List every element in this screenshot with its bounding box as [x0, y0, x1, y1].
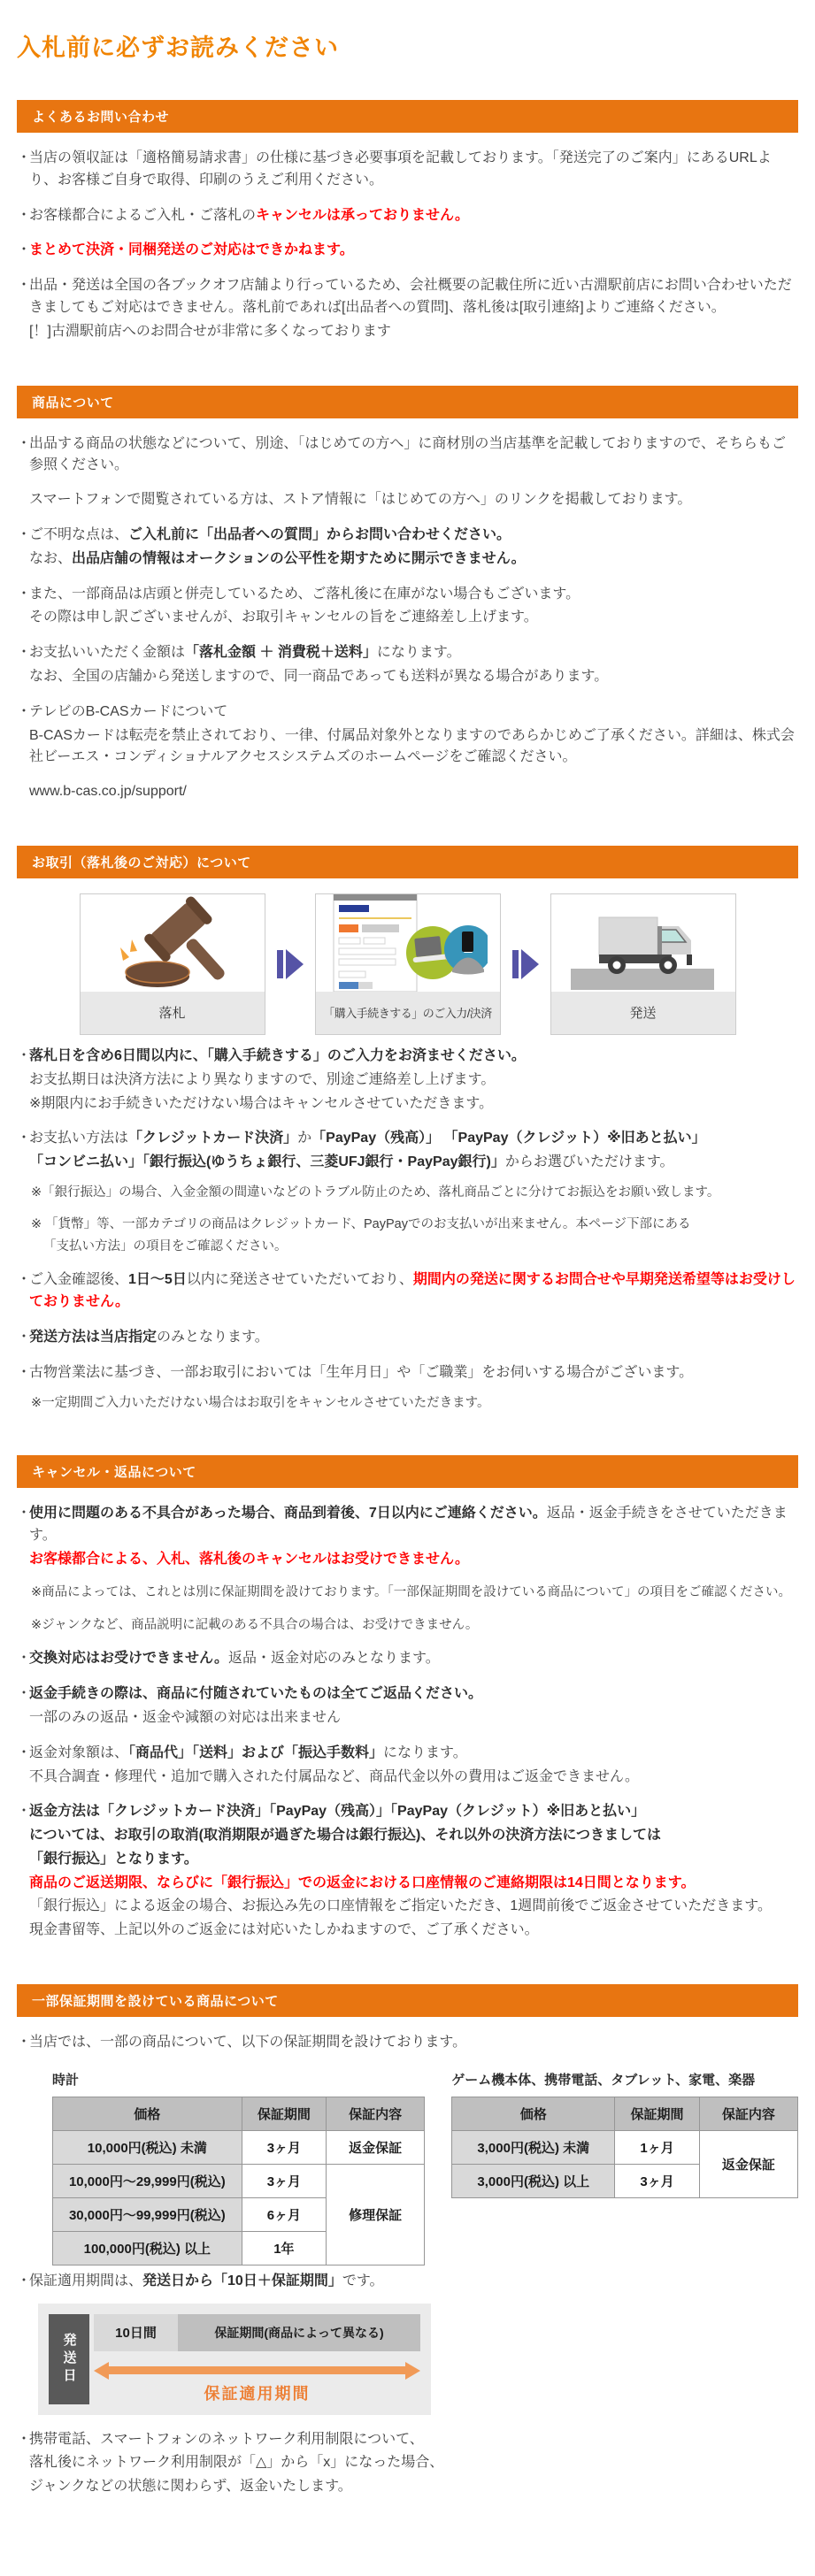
- text-segment: 保証適用期間は、: [29, 2273, 143, 2288]
- text-segment: か: [297, 1131, 312, 1146]
- text-line: [17, 1849, 798, 1871]
- table-header: 保証期間: [615, 2097, 700, 2130]
- ten-days-bar: 10日間: [94, 2314, 178, 2351]
- text-line: [17, 607, 798, 629]
- flow-arrow-icon: [512, 949, 539, 979]
- section-header-items: [17, 386, 798, 418]
- text-line: [17, 1362, 798, 1384]
- table-row: [53, 2164, 425, 2197]
- flow-step-auction: [80, 893, 265, 1035]
- text-segment: です。: [342, 2273, 384, 2288]
- text-line: [17, 1327, 798, 1349]
- section-cancel: [17, 1455, 798, 1942]
- text-segment: 「コンビニ払い」「銀行振込(ゆうちょ銀行、三菱UFJ銀行・PayPay銀行)」: [29, 1154, 505, 1170]
- table-row: [53, 2130, 425, 2164]
- section-body-warranty-mid: [17, 2271, 798, 2293]
- text-segment: また、一部商品は店頭と併売しているため、ご落札後に在庫がない場合もございます。: [29, 586, 580, 602]
- text-segment: 「銀行振込」となります。: [29, 1851, 198, 1867]
- text-segment: になります。: [376, 645, 461, 661]
- table-caption: 時計: [52, 2072, 80, 2088]
- text-segment: 不具合調査・修理代・追加で購入された付属品など、商品代金以外の費用はご返金できません。: [29, 1768, 639, 1784]
- text-line: [17, 1767, 798, 1789]
- text-segment: お支払いいただく金額は: [29, 645, 186, 661]
- text-line: [17, 1183, 798, 1202]
- text-segment: ※ 「貨幣」等、一部カテゴリの商品はクレジットカード、PayPayでのお支払いが出来ません。本ページ下部にある: [31, 1217, 691, 1232]
- text-segment: 使用に問題のある不具合があった場合、商品到着後、7日以内にご連絡ください。: [29, 1505, 547, 1521]
- text-line: [17, 489, 798, 511]
- warranty-table-watches: [52, 2070, 425, 2266]
- section-header-faq: [17, 100, 798, 133]
- text-segment: 出品・発送は全国の各ブックオフ店舗より行っているため、会社概要の記載住所に近い古淵駅前店にお問い合わせいただきましてもご対応はできません。落札前であれば[出品者への質問]、落札後は[取引連絡]よりご連絡ください。: [29, 278, 792, 315]
- bullet-marker: ・: [17, 2431, 32, 2447]
- bullet-marker: ・: [17, 1505, 32, 1521]
- table-header: 保証内容: [327, 2097, 425, 2130]
- flow-step-label: 発送: [551, 992, 735, 1034]
- section-body-warranty-intro: [17, 2032, 798, 2054]
- text-segment: ジャンクなどの状態に関わらず、返金いたします。: [29, 2479, 352, 2495]
- bullet-marker: ・: [17, 1131, 32, 1146]
- bullet-marker: ・: [17, 1329, 32, 1345]
- text-line: [17, 1920, 798, 1942]
- text-segment: のみとなります。: [157, 1329, 269, 1345]
- text-line: [17, 725, 798, 770]
- text-segment: 発送方法は当店指定: [29, 1329, 158, 1345]
- text-segment: 一部のみの返品・返金や減額の対応は出来ません: [29, 1709, 342, 1725]
- table-cell: 3,000円(税込) 以上: [452, 2164, 615, 2197]
- text-line: [17, 642, 798, 664]
- shipping-day-label: 発送日: [49, 2314, 89, 2404]
- bullet-marker: ・: [17, 526, 32, 542]
- flow-arrow-icon: [277, 949, 304, 979]
- text-segment: 交換対応はお受けできません。: [29, 1651, 228, 1667]
- table-header: 価格: [53, 2097, 242, 2130]
- text-segment: [！]古淵駅前店へのお問合せが非常に多くなっております: [29, 323, 391, 339]
- gavel-illustration-icon: [81, 894, 265, 992]
- warranty-diagram-bars: [94, 2314, 420, 2351]
- bullet-marker: ・: [17, 1047, 32, 1063]
- table-cell: 3ヶ月: [242, 2164, 326, 2197]
- text-line: [17, 1549, 798, 1571]
- flow-step-label: 「購入手続きする」のご入力/決済: [316, 992, 500, 1034]
- text-segment: B-CASカードは転売を禁止されており、一律、付属品対象外となりますのであらかじめご了承ください。詳細は、株式会社ビーエス・コンディショナルアクセスシステムズのホームページをご確認ください。: [29, 727, 795, 765]
- text-segment: 「支払い方法」の項目をご確認ください。: [43, 1238, 288, 1254]
- section-body-cancel: [17, 1503, 798, 1942]
- table-cell: 30,000円～99,999円(税込): [53, 2197, 242, 2231]
- flow-step-shipping: [550, 893, 736, 1035]
- electronics-warranty-table: [451, 2097, 798, 2198]
- bullet-marker: ・: [17, 703, 32, 719]
- text-segment: については、お取引の取消(取消期限が過ぎた場合は銀行振込)、それ以外の決済方法につきましては: [29, 1828, 662, 1844]
- text-segment: 発送日から「10日＋保証期間」: [142, 2273, 342, 2288]
- table-header: 保証期間: [242, 2097, 326, 2130]
- section-header-label: お取引（落札後のご対応）について: [32, 855, 251, 870]
- bullet-marker: ・: [17, 207, 32, 223]
- section-warranty: [17, 1984, 798, 2498]
- table-cell: 返金保証: [699, 2130, 797, 2197]
- text-line: [17, 148, 798, 192]
- text-line: [17, 1269, 798, 1314]
- text-segment: 返金手続きの際は、商品に付随されていたものは全てご返品ください。: [29, 1686, 483, 1702]
- bullet-marker: ・: [17, 1686, 32, 1702]
- section-items: [17, 386, 798, 803]
- text-segment: 出品する商品の状態などについて、別途、「はじめての方へ」に商材別の当店基準を記載しておりますので、そちらもご参照ください。: [29, 435, 787, 473]
- text-segment: キャンセルは承っておりません。: [256, 207, 469, 223]
- table-cell: 1ヶ月: [615, 2130, 700, 2164]
- section-body-items: [17, 433, 798, 803]
- table-cell: 3,000円(税込) 未満: [452, 2130, 615, 2164]
- text-segment: 古物営業法に基づき、一部お取引においては「生年月日」や「ご職業」をお伺いする場合がございます。: [29, 1364, 694, 1380]
- warranty-tables: [52, 2070, 798, 2266]
- text-segment: 携帯電話、スマートフォンのネットワーク利用制限について、: [29, 2431, 424, 2447]
- text-line: [17, 1825, 798, 1847]
- table-cell: 修理保証: [327, 2164, 425, 2265]
- text-segment: ご入金確認後、: [29, 1272, 129, 1288]
- text-segment: なお、: [29, 550, 73, 566]
- text-line: [17, 275, 798, 319]
- warranty-apply-period-label: 保証適用期間: [204, 2384, 311, 2403]
- text-line: [17, 1503, 798, 1547]
- text-line: [17, 2429, 798, 2451]
- table-cell: 6ヶ月: [242, 2197, 326, 2231]
- text-line: [17, 205, 798, 227]
- section-header-label: 一部保証期間を設けている商品について: [32, 1994, 279, 2010]
- text-line: [17, 1152, 798, 1174]
- bullet-marker: ・: [17, 435, 32, 451]
- warranty-diagram-body: [94, 2314, 420, 2404]
- section-header-label: よくあるお問い合わせ: [32, 110, 170, 125]
- table-cell: 返金保証: [327, 2130, 425, 2164]
- table-cell: 100,000円(税込) 以上: [53, 2231, 242, 2265]
- text-line: [17, 666, 798, 688]
- text-line: [17, 240, 798, 262]
- bullet-marker: ・: [17, 242, 32, 258]
- text-line: [17, 1707, 798, 1729]
- flow-step-label: 落札: [81, 992, 265, 1034]
- bullet-marker: ・: [17, 278, 32, 294]
- text-segment: 出品店舗の情報はオークションの公平性を期すために開示できません。: [72, 550, 526, 566]
- truck-illustration-icon: [551, 894, 735, 992]
- warranty-period-diagram: [38, 2304, 431, 2415]
- text-segment: 商品のご返送期限、ならびに「銀行振込」での返金における口座情報のご連絡期限は14日間となります。: [29, 1874, 696, 1890]
- text-segment: スマートフォンで閲覧されている方は、ストア情報に「はじめての方へ」のリンクを掲載しております。: [29, 492, 692, 508]
- text-line: [17, 1237, 798, 1256]
- text-segment: 落札日を含め6日間以内に、「購入手続きする」のご入力をお済ませください。: [29, 1047, 526, 1063]
- text-line: [17, 1215, 798, 1234]
- text-line: [17, 1801, 798, 1823]
- text-line: [17, 1683, 798, 1706]
- text-segment: ※ジャンクなど、商品説明に記載のある不具合の場合は、お受けできません。: [31, 1617, 479, 1632]
- text-segment: 「落札金額 ＋ 消費税＋送料」: [185, 645, 377, 661]
- text-line: [17, 525, 798, 547]
- text-line: [17, 548, 798, 571]
- text-line: [17, 1393, 798, 1413]
- section-header-cancel: [17, 1455, 798, 1488]
- text-line: [17, 1093, 798, 1116]
- bullet-marker: ・: [17, 2035, 32, 2051]
- transaction-flow: [17, 893, 798, 1035]
- text-segment: お支払期日は決済方法により異なりますので、別途ご連絡差し上げます。: [29, 1071, 496, 1087]
- table-row: [452, 2130, 798, 2164]
- text-segment: ※「銀行振込」の場合、入金金額の間違いなどのトラブル防止のため、落札商品ごとに分けてお振込をお願い致します。: [31, 1184, 720, 1200]
- warranty-period-bar: 保証期間(商品によって異なる): [178, 2314, 420, 2351]
- section-header-label: 商品について: [32, 395, 114, 410]
- table-cell: 10,000円～29,999円(税込): [53, 2164, 242, 2197]
- text-segment: ※期限内にお手続きいただけない場合はキャンセルさせていただきます。: [29, 1095, 494, 1111]
- text-segment: 返金方法は「クレジットカード決済」「PayPay（残高）」「PayPay（クレジット）※旧あと払い」: [29, 1804, 646, 1820]
- text-segment: なお、全国の店舗から発送しますので、同一商品であっても送料が異なる場合があります。: [29, 668, 609, 684]
- section-body-warranty-outro: [17, 2429, 798, 2498]
- watch-warranty-table: [52, 2097, 425, 2266]
- text-segment: 当店の領収証は「適格簡易請求書」の仕様に基づき必要事項を記載しております。「発送完了のご案内」にあるURLより、お客様ご自身で取得、印刷のうえご利用ください。: [29, 150, 772, 188]
- table-cell: 3ヶ月: [242, 2130, 326, 2164]
- table-cell: 3ヶ月: [615, 2164, 700, 2197]
- text-line: [17, 1743, 798, 1765]
- text-segment: お客様都合によるご入札・ご落札の: [29, 207, 257, 223]
- text-line: [17, 1046, 798, 1068]
- text-segment: www.b-cas.co.jp/support/: [29, 784, 187, 800]
- bullet-marker: ・: [17, 1804, 32, 1820]
- text-line: [17, 1583, 798, 1602]
- bullet-marker: ・: [17, 645, 32, 661]
- text-line: [17, 702, 798, 724]
- bullet-marker: ・: [17, 586, 32, 602]
- bullet-marker: ・: [17, 150, 32, 165]
- bullet-marker: ・: [17, 2273, 32, 2288]
- text-line: [17, 1615, 798, 1635]
- double-arrow-icon: [94, 2362, 420, 2380]
- text-segment: 当店では、一部の商品について、以下の保証期間を設けております。: [29, 2035, 467, 2051]
- text-segment: 返品・返金手続きをさせていただきます。: [29, 1505, 788, 1543]
- section-transaction: [17, 846, 798, 1413]
- section-header-warranty: [17, 1984, 798, 2017]
- bullet-marker: ・: [17, 1272, 32, 1288]
- section-body-faq: [17, 148, 798, 343]
- text-segment: 返品・返金対応のみとなります。: [227, 1651, 440, 1667]
- text-segment: ご不明な点は、: [29, 526, 129, 542]
- text-segment: その際は申し訳ございませんが、お取引キャンセルの旨をご連絡差し上げます。: [29, 610, 538, 625]
- table-cell: 10,000円(税込) 未満: [53, 2130, 242, 2164]
- text-segment: になります。: [383, 1744, 467, 1760]
- text-segment: からお選びいただけます。: [504, 1154, 674, 1170]
- text-segment: 「クレジットカード決済」: [128, 1131, 298, 1146]
- page-title: 入札前に必ずお読みください: [17, 34, 339, 61]
- section-faq: [17, 100, 798, 343]
- text-line: [17, 1070, 798, 1092]
- text-line: [17, 2271, 798, 2293]
- warranty-table-electronics: [451, 2070, 798, 2198]
- text-line: [17, 2476, 798, 2498]
- text-segment: 現金書留等、上記以外のご返金には対応いたしかねますので、ご了承ください。: [29, 1922, 539, 1938]
- text-line: [17, 1896, 798, 1918]
- text-segment: ※商品によっては、これとは別に保証期間を設けております。「一部保証期間を設けている商品について」の項目をご確認ください。: [31, 1585, 791, 1600]
- section-header-label: キャンセル・返品について: [32, 1464, 196, 1480]
- text-segment: 返金対象額は、: [29, 1744, 129, 1760]
- text-segment: お客様都合による、入札、落札後のキャンセルはお受けできません。: [29, 1551, 469, 1567]
- bullet-marker: ・: [17, 1744, 32, 1760]
- text-line: [17, 2452, 798, 2474]
- table-header: 価格: [452, 2097, 615, 2130]
- checkout-illustration-icon: [316, 894, 500, 992]
- flow-step-checkout: [315, 893, 501, 1035]
- text-line: [17, 584, 798, 606]
- text-segment: 「PayPay（残高）」 「PayPay（クレジット）※旧あと払い」: [311, 1131, 706, 1146]
- bullet-marker: ・: [17, 1651, 32, 1667]
- text-line: [17, 321, 798, 343]
- text-segment: ※一定期間ご入力いただけない場合はお取引をキャンセルさせていただきます。: [31, 1395, 490, 1410]
- text-line: [17, 1648, 798, 1670]
- text-segment: ご入札前に「出品者への質問」からお問い合わせください。: [128, 526, 511, 542]
- bullet-marker: ・: [17, 1364, 32, 1380]
- text-line: [17, 2032, 798, 2054]
- table-header: 保証内容: [699, 2097, 797, 2130]
- text-segment: 「銀行振込」による返金の場合、お振込み先の口座情報をご指定いただき、1週間前後でご返金させていただきます。: [29, 1898, 772, 1914]
- text-line: [17, 1128, 798, 1150]
- section-body-transaction: [17, 1046, 798, 1413]
- text-line: [17, 1873, 798, 1895]
- text-segment: 1日～5日: [128, 1272, 187, 1288]
- text-segment: 以内に発送させていただいており、: [186, 1272, 413, 1288]
- text-segment: お支払い方法は: [29, 1131, 129, 1146]
- table-caption: ゲーム機本体、携帯電話、タブレット、家電、楽器: [451, 2072, 756, 2088]
- text-segment: 期間内の発送に関するお問合せや早期発送希望等はお受けしておりません。: [29, 1272, 796, 1310]
- text-segment: 「商品代」「送料」および「振込手数料」: [128, 1744, 384, 1760]
- text-segment: テレビのB-CASカードについて: [29, 703, 228, 719]
- table-cell: 1年: [242, 2231, 326, 2265]
- text-segment: 落札後にネットワーク利用制限が「△」から「x」になった場合、: [29, 2455, 444, 2471]
- text-segment: まとめて決済・同梱発送のご対応はできかねます。: [29, 242, 354, 258]
- text-line: [17, 433, 798, 478]
- bcas-url: [17, 781, 798, 803]
- section-header-transaction: [17, 846, 798, 878]
